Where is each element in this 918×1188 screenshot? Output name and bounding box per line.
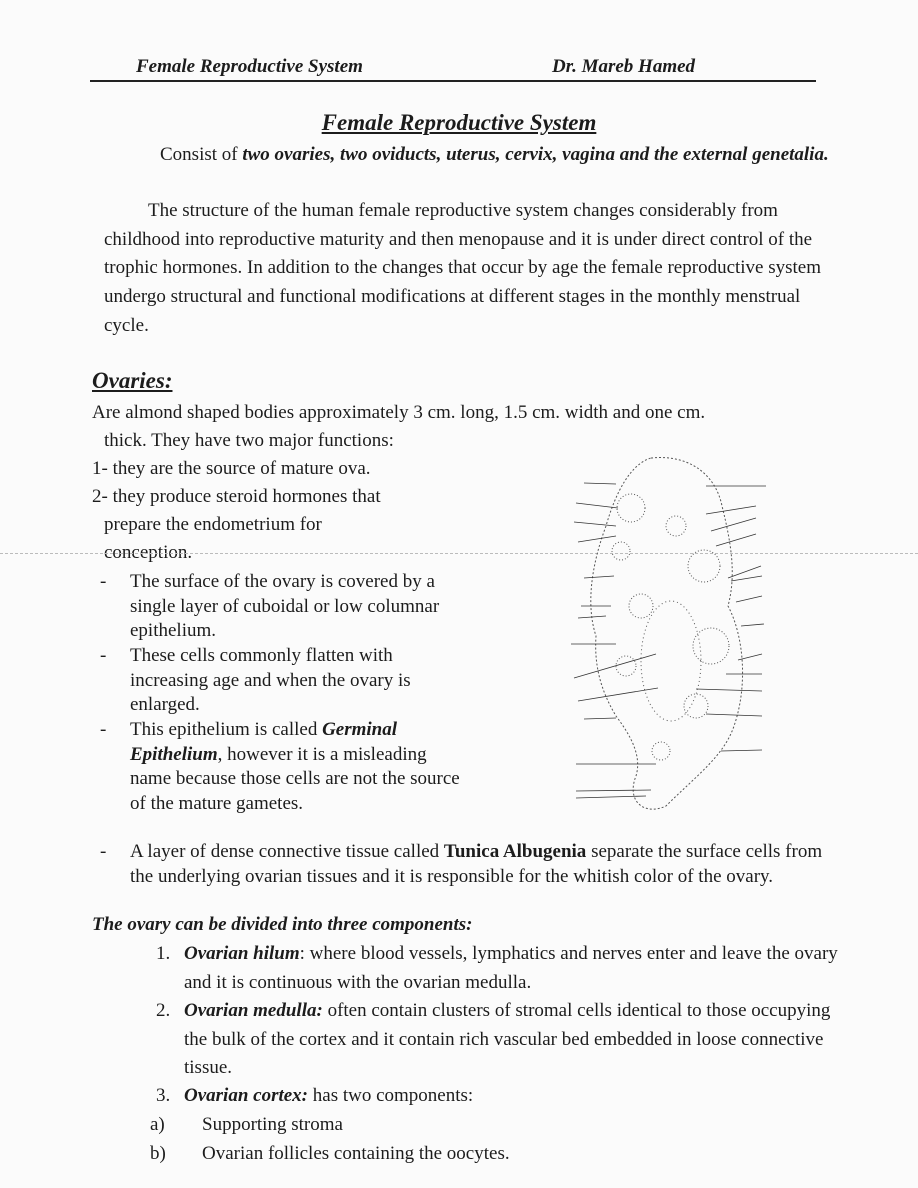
bullet-surface: - The surface of the ovary is covered by a single layer of cuboidal or low columnar epithelium. (100, 571, 440, 641)
page-header (90, 54, 816, 82)
ovaries-desc-line2: thick. They have two major functions: (104, 430, 394, 451)
function-2-cont: prepare the endometrium for (104, 514, 322, 535)
intro-lead: Consist of (160, 144, 243, 165)
cortex-sub-b-text: Ovarian follicles containing the oocytes. (202, 1143, 510, 1164)
page-title: Female Reproductive System (321, 110, 597, 135)
component-hilum: 1. Ovarian hilum: where blood vessels, lymphatics and nerves enter and leave the ovary and it is continuous with the ovarian medulla. (156, 943, 838, 993)
cortex-sub-b-label: b) (150, 1143, 166, 1164)
ovaries-desc-line1: Are almond shaped bodies approximately 3 cm. long, 1.5 cm. width and one cm. (92, 402, 706, 423)
component-cortex: 3. Ovarian cortex: has two components: (156, 1085, 474, 1106)
function-2-cont2: conception. (104, 542, 193, 563)
header-course-title: Female Reproductive System (136, 56, 363, 77)
function-2: 2- they produce steroid hormones that (92, 486, 381, 507)
cortex-sub-a-text: Supporting stroma (202, 1114, 343, 1135)
ovary-diagram (466, 456, 886, 818)
function-1: 1- they are the source of mature ova. (92, 458, 371, 479)
ovaries-heading: Ovaries: (92, 368, 173, 393)
bullet-tunica: - A layer of dense connective tissue called Tunica Albugenia separate the surface cells from the underlying ovarian tissues and it is responsible for the whitish color of the ovary. (100, 841, 823, 887)
components-heading: The ovary can be divided into three components: (92, 914, 473, 935)
structure-paragraph: The structure of the human female reproductive system changes considerably from childhood into reproductive maturity and then menopause and it is under direct control of the trophic hormones. In addition to the changes that occur by age the female reproductive system undergo structural and functional modifications at different stages in the monthly menstrual cycle. (104, 200, 822, 336)
bullet-germinal: - This epithelium is called Germinal Epithelium, however it is a misleading name because those cells are not the source of the mature gametes. (100, 719, 460, 814)
cortex-sub-a-label: a) (150, 1114, 165, 1135)
bullet-flatten: - These cells commonly flatten with increasing age and when the ovary is enlarged. (100, 645, 411, 715)
intro-organs: two ovaries, two oviducts, uterus, cervix, vagina and the external genetalia. (242, 144, 829, 165)
component-medulla: 2. Ovarian medulla: often contain clusters of stromal cells identical to those occupying the bulk of the cortex and it contain rich vascular bed embedded in loose connective tissue. (156, 1000, 831, 1079)
header-author: Dr. Mareb Hamed (552, 56, 696, 77)
intro-paragraph (104, 141, 834, 170)
